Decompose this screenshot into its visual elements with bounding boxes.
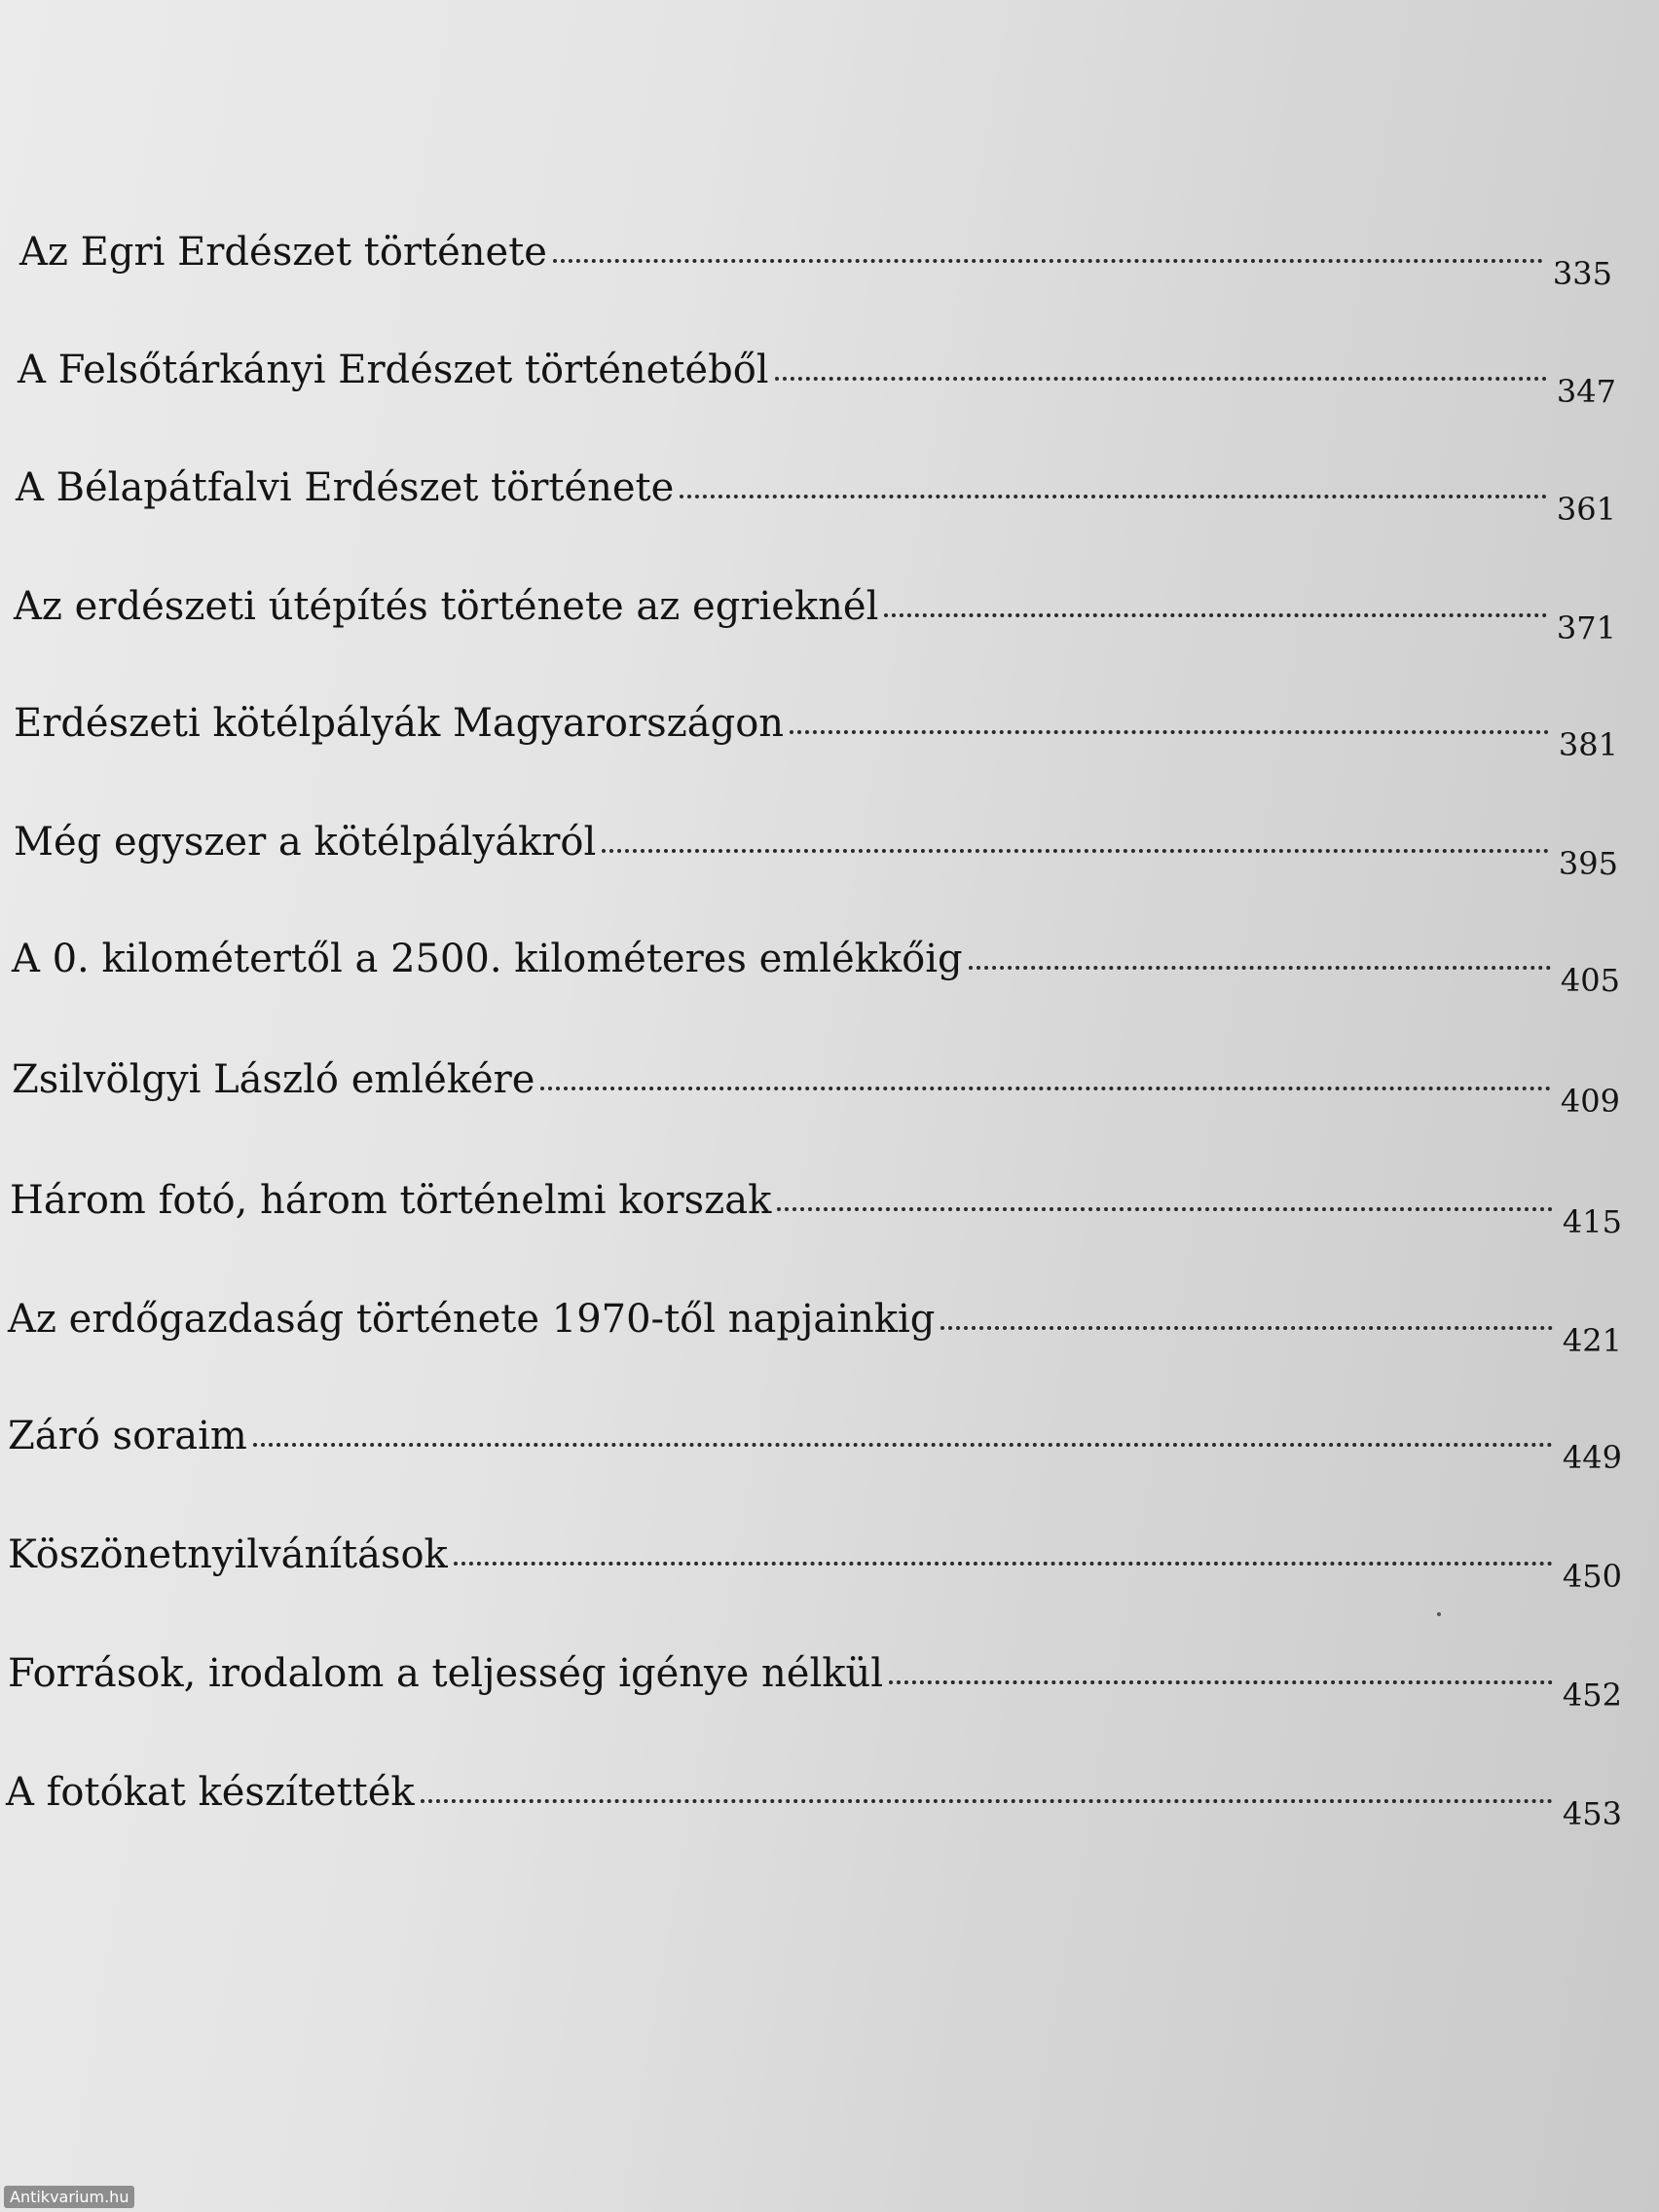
toc-entry [14, 701, 1618, 763]
toc-entry-page: 452 [1562, 1677, 1622, 1714]
toc-entry [12, 1057, 1620, 1120]
toc-entry [16, 465, 1616, 528]
toc-entry-page: 335 [1552, 255, 1612, 292]
watermark: Antikvarium.hu [4, 2186, 134, 2208]
toc-entry-title: A fotókat készítették [6, 1770, 415, 1815]
toc-entry-page: 421 [1562, 1322, 1622, 1359]
toc-dot-leader [454, 1561, 1553, 1566]
toc-dot-leader [889, 1679, 1553, 1684]
toc-entry [10, 1178, 1622, 1240]
toc-entry-page: 395 [1558, 845, 1618, 882]
toc-entry-title: Erdészeti kötélpályák Magyarországon [14, 701, 785, 746]
toc-entry-title: Három fotó, három történelmi korszak [10, 1178, 772, 1223]
toc-dot-leader [775, 376, 1547, 381]
toc-entry [14, 820, 1618, 882]
toc-dot-leader [253, 1442, 1553, 1447]
toc-entry [8, 1651, 1622, 1714]
toc-entry-title: Az erdőgazdaság története 1970-től napjainkig [8, 1297, 936, 1342]
toc-entry-title: Még egyszer a kötélpályákról [14, 820, 597, 865]
toc-entry-page: 453 [1562, 1795, 1622, 1832]
toc-entry-page: 405 [1560, 962, 1620, 999]
toc-dot-leader [540, 1086, 1550, 1090]
toc-dot-leader [777, 1206, 1553, 1211]
toc-dot-leader [602, 848, 1549, 853]
toc-dot-leader [884, 612, 1547, 617]
toc-entry-title: A Bélapátfalvi Erdészet története [16, 465, 675, 510]
toc-entry-page: 409 [1560, 1083, 1620, 1120]
toc-entry-title: Az erdészeti útépítés története az egrieknél [14, 584, 879, 629]
toc-entry [8, 1297, 1622, 1359]
toc-entry-page: 381 [1558, 726, 1618, 763]
toc-dot-leader [790, 729, 1549, 734]
toc-entry [8, 1532, 1622, 1595]
toc-entry [12, 937, 1620, 999]
toc-entry-title: Köszönetnyilvánítások [8, 1532, 448, 1577]
toc-entry-title: Az Egri Erdészet története [19, 230, 547, 275]
toc-entry-page: 415 [1562, 1203, 1622, 1240]
toc-entry-page: 371 [1556, 609, 1616, 646]
toc-entry [8, 1414, 1622, 1476]
toc-entry [19, 230, 1612, 292]
toc-entry-title: A 0. kilométertől a 2500. kilométeres emlékkőig [12, 937, 963, 981]
toc-dot-leader [553, 258, 1543, 263]
toc-entry-page: 449 [1562, 1439, 1622, 1476]
toc-entry-title: Záró soraim [8, 1414, 247, 1458]
toc-entry [14, 584, 1616, 646]
toc-entry-page: 361 [1556, 491, 1616, 528]
toc-dot-leader [940, 1325, 1553, 1330]
toc-entry-title: A Felsőtárkányi Erdészet történetéből [18, 348, 769, 392]
toc-dot-leader [421, 1798, 1553, 1803]
toc-entry-page: 347 [1556, 373, 1616, 410]
toc-entry [18, 348, 1616, 410]
toc-entry [6, 1770, 1622, 1832]
toc-dot-leader [969, 965, 1551, 970]
paper-speck [1437, 1612, 1441, 1616]
toc-entry-page: 450 [1562, 1558, 1622, 1595]
toc-entry-title: Zsilvölgyi László emlékére [12, 1057, 535, 1102]
toc-dot-leader [680, 494, 1547, 498]
toc-entry-title: Források, irodalom a teljesség igénye nélkül [8, 1651, 884, 1696]
